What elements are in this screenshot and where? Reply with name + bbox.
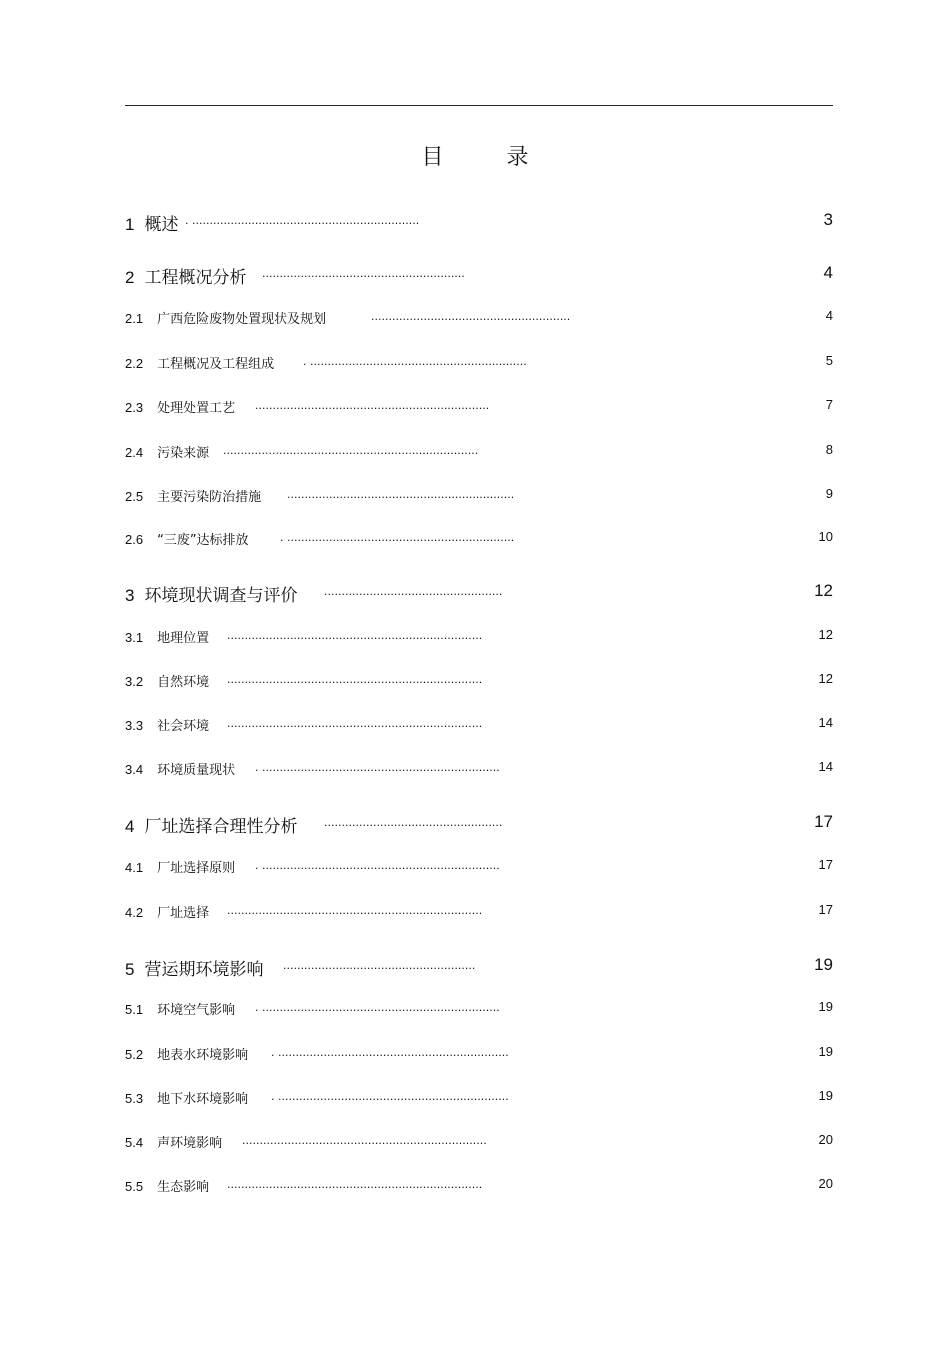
toc-entry-title: 地下水环境影响 bbox=[157, 1092, 249, 1107]
toc-chapter-entry[interactable] bbox=[125, 955, 833, 980]
toc-entry-title: 生态影响 bbox=[157, 1180, 210, 1195]
toc-section-entry[interactable] bbox=[125, 999, 833, 1017]
toc-entry-number: 2.2 bbox=[125, 356, 144, 371]
toc-entry-number: 5 bbox=[125, 960, 135, 979]
toc-page-number: 14 bbox=[818, 715, 833, 730]
toc-page-number: 3 bbox=[823, 210, 833, 229]
toc-entry-number: 5.4 bbox=[125, 1135, 144, 1150]
toc-entry-label bbox=[125, 397, 235, 416]
toc-section-entry[interactable] bbox=[125, 1176, 833, 1194]
toc-leader-dots: ...................................................................... bbox=[242, 1134, 487, 1147]
toc-entry-title: 厂址选择合理性分析 bbox=[144, 817, 298, 837]
toc-page-number: 20 bbox=[818, 1132, 833, 1147]
toc-entry-label bbox=[125, 1044, 248, 1063]
toc-entry-number: 2.3 bbox=[125, 400, 144, 415]
toc-entry-title: 环境质量现状 bbox=[157, 763, 236, 778]
toc-entry-label bbox=[125, 999, 235, 1018]
toc-entry-label bbox=[125, 529, 249, 548]
toc-entry-label bbox=[125, 715, 209, 734]
toc-entry-label bbox=[125, 902, 209, 921]
toc-section-entry[interactable] bbox=[125, 1132, 833, 1150]
toc-page-number: 19 bbox=[818, 1044, 833, 1059]
toc-page-number: 8 bbox=[825, 442, 833, 457]
toc-entry-number: 5.2 bbox=[125, 1047, 144, 1062]
toc-entry-label bbox=[125, 486, 261, 505]
toc-entry-title: 社会环境 bbox=[157, 719, 210, 734]
toc-page-number: 4 bbox=[825, 308, 833, 323]
toc-section-entry[interactable] bbox=[125, 353, 833, 371]
toc-chapter-entry[interactable] bbox=[125, 581, 833, 606]
toc-page-number: 4 bbox=[823, 263, 833, 282]
toc-entry-label bbox=[125, 1088, 248, 1107]
toc-entry-title: 厂址选择原则 bbox=[157, 861, 236, 876]
toc-page-number: 17 bbox=[814, 812, 833, 831]
toc-entry-label bbox=[125, 210, 178, 235]
toc-entry-title: 环境空气影响 bbox=[157, 1003, 236, 1018]
toc-entry-title: “三废”达标排放 bbox=[157, 533, 249, 548]
toc-entry-title: 地理位置 bbox=[157, 631, 210, 646]
toc-leader-dots: ......................................................................... bbox=[227, 1178, 483, 1191]
toc-page-number: 19 bbox=[818, 1088, 833, 1103]
toc-page-number: 19 bbox=[814, 955, 833, 974]
toc-leader-dots: ....................................................... bbox=[283, 959, 476, 972]
toc-leader-dots: . ................................................................. bbox=[280, 531, 515, 544]
toc-page-number: 12 bbox=[814, 581, 833, 600]
toc-entry-number: 4.2 bbox=[125, 905, 144, 920]
toc-section-entry[interactable] bbox=[125, 671, 833, 689]
toc-entry-label bbox=[125, 955, 263, 980]
toc-leader-dots: ......................................................................... bbox=[223, 444, 479, 457]
toc-entry-number: 5.1 bbox=[125, 1002, 144, 1017]
toc-entry-label bbox=[125, 1176, 209, 1195]
toc-leader-dots: . .................................................................... bbox=[255, 859, 500, 872]
toc-entry-number: 3.3 bbox=[125, 718, 144, 733]
toc-leader-dots: ......................................................................... bbox=[227, 904, 483, 917]
toc-entry-label bbox=[125, 759, 235, 778]
toc-page-number: 10 bbox=[818, 529, 833, 544]
toc-entry-label bbox=[125, 671, 209, 690]
toc-entry-title: 自然环境 bbox=[157, 675, 210, 690]
toc-section-entry[interactable] bbox=[125, 759, 833, 777]
toc-leader-dots: . .................................................................. bbox=[271, 1090, 509, 1103]
toc-leader-dots: ......................................................................... bbox=[227, 629, 483, 642]
toc-entry-number: 2.5 bbox=[125, 489, 144, 504]
toc-section-entry[interactable] bbox=[125, 902, 833, 920]
toc-page-number: 17 bbox=[818, 857, 833, 872]
toc-chapter-entry[interactable] bbox=[125, 263, 833, 288]
toc-section-entry[interactable] bbox=[125, 486, 833, 504]
toc-section-entry[interactable] bbox=[125, 1044, 833, 1062]
toc-entry-title: 处理处置工艺 bbox=[157, 401, 236, 416]
toc-section-entry[interactable] bbox=[125, 308, 833, 326]
toc-leader-dots: ................................................................. bbox=[287, 488, 515, 501]
toc-leader-dots: ......................................................... bbox=[371, 310, 571, 323]
toc-page-number: 14 bbox=[818, 759, 833, 774]
toc-entry-title: 主要污染防治措施 bbox=[157, 490, 262, 505]
toc-chapter-entry[interactable] bbox=[125, 812, 833, 837]
toc-entry-label bbox=[125, 442, 209, 461]
toc-entry-label bbox=[125, 812, 297, 837]
toc-entry-title: 工程概况及工程组成 bbox=[157, 357, 275, 372]
toc-section-entry[interactable] bbox=[125, 857, 833, 875]
toc-page-number: 19 bbox=[818, 999, 833, 1014]
toc-leader-dots: . .................................................................... bbox=[255, 761, 500, 774]
toc-page-number: 12 bbox=[818, 627, 833, 642]
toc-entry-number: 2 bbox=[125, 268, 135, 287]
toc-chapter-entry[interactable] bbox=[125, 210, 833, 235]
toc-page-number: 17 bbox=[818, 902, 833, 917]
header-rule bbox=[125, 105, 833, 106]
toc-page-number: 20 bbox=[818, 1176, 833, 1191]
toc-leader-dots: ................................................... bbox=[324, 585, 503, 598]
toc-page-number: 5 bbox=[825, 353, 833, 368]
toc-entry-label bbox=[125, 353, 274, 372]
toc-entry-label bbox=[125, 581, 297, 606]
toc-entry-number: 3 bbox=[125, 586, 135, 605]
toc-entry-label bbox=[125, 263, 246, 288]
toc-entry-number: 5.3 bbox=[125, 1091, 144, 1106]
toc-entry-number: 2.4 bbox=[125, 445, 144, 460]
toc-entry-number: 5.5 bbox=[125, 1179, 144, 1194]
toc-entry-title: 厂址选择 bbox=[157, 906, 210, 921]
toc-page-number: 9 bbox=[825, 486, 833, 501]
toc-entry-label bbox=[125, 857, 235, 876]
toc-title: 目 录 bbox=[421, 145, 557, 170]
toc-entry-number: 3.1 bbox=[125, 630, 144, 645]
toc-entry-title: 广西危险废物处置现状及规划 bbox=[157, 312, 327, 327]
toc-leader-dots: . ................................................................. bbox=[185, 214, 420, 227]
toc-page-number: 12 bbox=[818, 671, 833, 686]
toc-page-number: 7 bbox=[825, 397, 833, 412]
toc-entry-title: 营运期环境影响 bbox=[144, 960, 264, 980]
toc-leader-dots: ......................................................................... bbox=[227, 717, 483, 730]
toc-entry-number: 4 bbox=[125, 817, 135, 836]
toc-section-entry[interactable] bbox=[125, 1088, 833, 1106]
toc-entry-number: 3.2 bbox=[125, 674, 144, 689]
toc-entry-number: 4.1 bbox=[125, 860, 144, 875]
toc-entry-number: 1 bbox=[125, 215, 135, 234]
toc-entry-title: 污染来源 bbox=[157, 446, 210, 461]
toc-section-entry[interactable] bbox=[125, 397, 833, 415]
toc-entry-label bbox=[125, 627, 209, 646]
toc-leader-dots: . .............................................................. bbox=[303, 355, 527, 368]
toc-leader-dots: .......................................................... bbox=[262, 267, 465, 280]
toc-entry-title: 地表水环境影响 bbox=[157, 1048, 249, 1063]
toc-entry-number: 3.4 bbox=[125, 762, 144, 777]
toc-leader-dots: ......................................................................... bbox=[227, 673, 483, 686]
toc-section-entry[interactable] bbox=[125, 627, 833, 645]
toc-leader-dots: . .................................................................... bbox=[255, 1001, 500, 1014]
toc-entry-number: 2.1 bbox=[125, 311, 144, 326]
toc-leader-dots: . .................................................................. bbox=[271, 1046, 509, 1059]
toc-leader-dots: ................................................................... bbox=[255, 399, 490, 412]
toc-leader-dots: ................................................... bbox=[324, 816, 503, 829]
toc-entry-title: 工程概况分析 bbox=[144, 268, 247, 288]
toc-section-entry[interactable] bbox=[125, 529, 833, 547]
toc-entry-title: 声环境影响 bbox=[157, 1136, 223, 1151]
toc-entry-label bbox=[125, 1132, 222, 1151]
toc-entry-title: 环境现状调查与评价 bbox=[144, 586, 298, 606]
toc-entry-title: 概述 bbox=[144, 215, 179, 235]
toc-section-entry[interactable] bbox=[125, 442, 833, 460]
toc-entry-label bbox=[125, 308, 326, 327]
toc-section-entry[interactable] bbox=[125, 715, 833, 733]
toc-entry-number: 2.6 bbox=[125, 532, 144, 547]
